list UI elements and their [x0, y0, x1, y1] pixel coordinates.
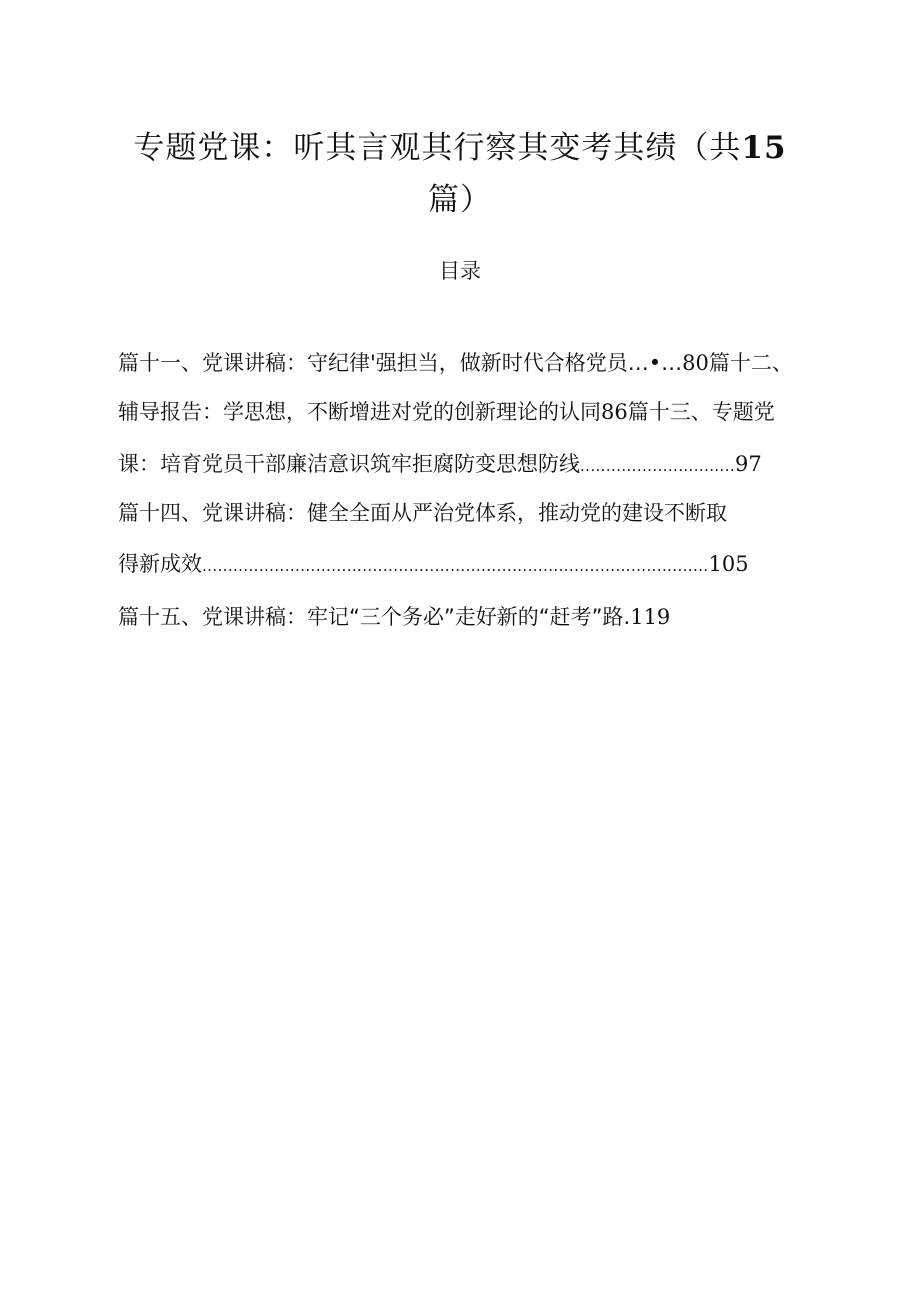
toc-entry-text-continued: 篇十二、 — [708, 351, 793, 375]
toc-line-2[interactable] — [118, 386, 818, 438]
title-count: 15 — [741, 130, 787, 166]
table-of-contents — [118, 340, 818, 642]
toc-heading: 目录 — [439, 259, 481, 283]
toc-page-number: 105 — [708, 552, 749, 576]
toc-page-number: 119 — [630, 605, 671, 629]
toc-line-3[interactable] — [118, 438, 818, 490]
toc-dot-leader: .............................. — [580, 457, 736, 475]
toc-page-number: 97 — [735, 452, 762, 476]
toc-line-5[interactable] — [118, 536, 818, 592]
toc-page-number: 86 — [601, 400, 628, 424]
toc-page-number: 80 — [682, 351, 709, 375]
toc-line-1[interactable] — [118, 340, 818, 386]
toc-entry-text: 篇十四、党课讲稿：健全全面从严治党体系，推动党的建设不断取 — [118, 501, 727, 525]
toc-entry-text: 篇十一、党课讲稿：守纪律'强担当，做新时代合格党员…•… — [118, 351, 683, 375]
toc-entry-text-continued: 篇十三、专题党 — [627, 400, 775, 424]
toc-line-4[interactable] — [118, 490, 818, 536]
title-text: 专题党课：听其言观其行察其变考其绩（共 — [133, 130, 742, 166]
toc-entry-text: 课：培育党员干部廉洁意识筑牢拒腐防变思想防线 — [118, 452, 580, 476]
toc-dot-leader: .................................................................................................. — [202, 557, 709, 575]
document-title — [120, 122, 800, 226]
toc-line-6[interactable] — [118, 592, 818, 642]
toc-entry-text: 辅导报告：学思想，不断增进对党的创新理论的认同 — [118, 400, 601, 424]
toc-entry-text: 得新成效 — [118, 552, 202, 576]
title-text-end: 篇） — [428, 182, 492, 218]
toc-entry-text: 篇十五、党课讲稿：牢记“三个务必”走好新的“赶考”路. — [118, 605, 631, 629]
